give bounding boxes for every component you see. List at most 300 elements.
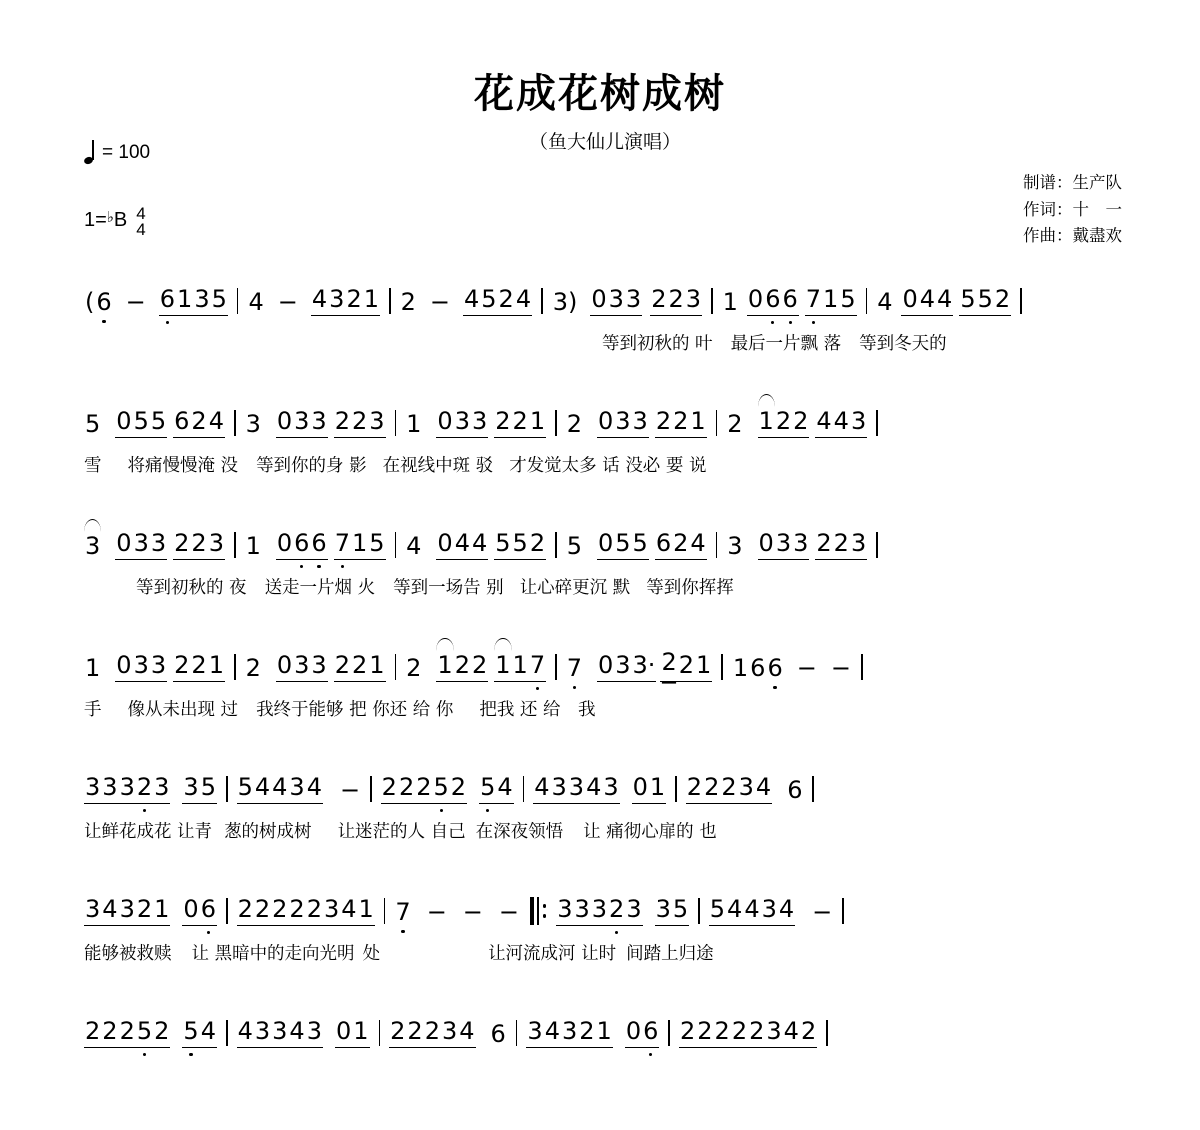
note: 2 (136, 895, 153, 926)
note: 2 (400, 288, 416, 316)
note: 4 (311, 285, 328, 316)
note: ( (85, 288, 95, 316)
tempo-marking (84, 142, 150, 164)
note: 5 (133, 407, 150, 438)
music-system (0, 520, 1200, 642)
note: 4 (254, 773, 271, 804)
note: 3 (84, 895, 101, 926)
note: 1 (695, 651, 712, 682)
lyric-syllable: 等到初秋的 叶 (602, 334, 713, 354)
note: 3 (328, 285, 345, 316)
note: 3 (323, 895, 340, 926)
note: 1 (363, 285, 380, 316)
note: 2 (720, 773, 737, 804)
note: − (277, 288, 298, 316)
note: 4 (544, 1017, 561, 1048)
time-signature (136, 206, 145, 237)
lyric-syllable: 让 黑暗中的走向光明 (191, 944, 355, 964)
note: 5 (182, 1017, 199, 1048)
note: 5 (977, 285, 994, 316)
lyric-syllable: 让河流成河 让时 (488, 944, 617, 964)
note: 2 (237, 895, 254, 926)
note: 2 (254, 895, 271, 926)
note: 3 (471, 407, 488, 438)
note: 2 (815, 529, 832, 560)
note: 5 (479, 773, 496, 804)
note: 5 (368, 529, 385, 560)
note: 1 (245, 532, 261, 560)
note: 6 (200, 895, 217, 926)
time-signature-top: 4 (136, 204, 146, 223)
note: 2 (101, 1017, 118, 1048)
note: 2 (271, 895, 288, 926)
note: 2 (494, 407, 511, 438)
note: 5 (494, 529, 511, 560)
lyric-syllable: 处 (362, 944, 381, 964)
note: 2 (578, 1017, 595, 1048)
note: 1 (208, 651, 225, 682)
note: 2 (173, 651, 190, 682)
note: 2 (608, 895, 625, 926)
note: 4 (200, 1017, 217, 1048)
note: 3 (193, 285, 210, 316)
barline (234, 532, 236, 558)
note: 3 (84, 532, 101, 560)
note: 5 (136, 1017, 153, 1048)
note: 1 (649, 773, 666, 804)
note: 3 (182, 773, 199, 804)
key-letter: B (113, 209, 128, 232)
lyrics-row (84, 574, 1116, 602)
note: 3 (625, 285, 642, 316)
note: 3 (288, 773, 305, 804)
note: 2 (512, 407, 529, 438)
note: 4 (833, 407, 850, 438)
note: 2 (650, 285, 667, 316)
note: 3 (271, 1017, 288, 1048)
credit-arranger: 制谱：生产队 (1023, 173, 1122, 192)
credits-block (1023, 170, 1122, 250)
barline (384, 898, 386, 924)
note: 2 (667, 285, 684, 316)
lyric-syllable: 让鲜花成花 让青 (84, 822, 213, 842)
notation-row (84, 764, 1116, 804)
note: 2 (398, 773, 415, 804)
note: 0 (590, 285, 607, 316)
page-title: 花成花树成树 (474, 71, 726, 117)
note: 3 (573, 895, 590, 926)
music-system (0, 1008, 1200, 1130)
note: 4 (783, 1017, 800, 1048)
note: 2 (288, 895, 305, 926)
note: − (339, 776, 361, 804)
note: 0 (758, 529, 775, 560)
note: 2 (406, 654, 422, 682)
note: − (462, 898, 483, 926)
lyric-syllable: 像从未出现 过 (127, 700, 239, 720)
notation-row (84, 886, 1116, 926)
note: 2 (454, 651, 471, 682)
note: 3 (761, 895, 778, 926)
note: 7 (566, 654, 582, 682)
music-system (0, 642, 1200, 764)
note: 3 (526, 1017, 543, 1048)
note: 4 (340, 895, 357, 926)
barline (234, 654, 236, 680)
note: 2 (345, 285, 362, 316)
note: 2 (679, 1017, 696, 1048)
note: 0 (625, 1017, 642, 1048)
barline (555, 410, 557, 436)
page-subtitle: （鱼大仙儿演唱） (528, 131, 681, 153)
note: 2 (173, 529, 190, 560)
note: 0 (436, 407, 453, 438)
barline (555, 532, 557, 558)
barline (234, 410, 236, 436)
lyrics-row (84, 940, 1116, 968)
note: 6 (293, 529, 310, 560)
lyric-syllable: 等到一场告 别 (393, 578, 504, 598)
note: 5 (709, 895, 726, 926)
note: 2 (686, 773, 703, 804)
note: 2 (833, 529, 850, 560)
note: 6 (655, 529, 672, 560)
lyric-syllable: 雪 (84, 456, 102, 476)
note: 0 (115, 651, 132, 682)
barline (226, 1020, 228, 1046)
note: − (426, 898, 447, 926)
note: 0 (182, 895, 199, 926)
notation-row (84, 1008, 1116, 1048)
note: − (125, 288, 146, 316)
barline (226, 898, 228, 924)
note: 3 (254, 1017, 271, 1048)
note: 2 (678, 651, 695, 682)
note: 4 (458, 1017, 475, 1048)
note: 4 (585, 773, 602, 804)
note: 0 (115, 529, 132, 560)
lyric-syllable: 间踏上归途 (626, 944, 714, 964)
note: 4 (726, 895, 743, 926)
note: 1 (358, 895, 375, 926)
note: 3 (591, 895, 608, 926)
note: 1 (822, 285, 839, 316)
note: 1 (85, 654, 101, 682)
note: 2 (714, 1017, 731, 1048)
note: 1 (722, 288, 738, 316)
note: 3 (153, 773, 170, 804)
note: 5 (433, 773, 450, 804)
lyric-syllable: 才发觉太多 话 没必 要 说 (509, 456, 707, 476)
note: 3· (632, 651, 657, 682)
note: 0 (597, 529, 614, 560)
note: 2 (529, 529, 546, 560)
barline (379, 1020, 381, 1046)
note: 2 (994, 285, 1011, 316)
note: 6 (642, 1017, 659, 1048)
credit-lyricist: 作词：十 一 (1023, 199, 1122, 219)
note: 3 (625, 895, 642, 926)
note: 4 (208, 407, 225, 438)
note: 2 (84, 1017, 101, 1048)
note: 4 (288, 1017, 305, 1048)
note: 4 (936, 285, 953, 316)
barline (668, 1020, 670, 1046)
note: 5 (237, 773, 254, 804)
barline (721, 654, 723, 680)
note: 1 (436, 651, 453, 682)
music-system (0, 886, 1200, 1008)
note: 0 (747, 285, 764, 316)
lyric-syllable: 等到冬天的 (859, 334, 947, 354)
note: 0 (115, 407, 132, 438)
note: 6 (173, 407, 190, 438)
lyric-syllable: 等到你的身 影 (256, 456, 367, 476)
note: 1 (153, 895, 170, 926)
note: 3 (568, 773, 585, 804)
note: 2 (655, 407, 672, 438)
note: 1 (758, 407, 775, 438)
note: 2 (381, 773, 398, 804)
note: 5 (614, 529, 631, 560)
note: 3 (608, 285, 625, 316)
barline (226, 776, 228, 802)
barline (842, 898, 844, 924)
note: 2 (672, 529, 689, 560)
note: 2 (424, 1017, 441, 1048)
note: 0 (276, 407, 293, 438)
note: 0 (436, 529, 453, 560)
note: 6 (96, 288, 112, 316)
note: 3 (551, 773, 568, 804)
note: 1 (529, 407, 546, 438)
note: 3 (614, 407, 631, 438)
note: 5 (480, 285, 497, 316)
note: 2 (334, 407, 351, 438)
lyric-syllable: 葱的树成树 (224, 822, 312, 842)
note: 6 (781, 285, 798, 316)
barline (716, 532, 718, 558)
note: 0 (597, 651, 614, 682)
note: 3 (556, 895, 573, 926)
note: 1 (596, 1017, 613, 1048)
barline (395, 654, 397, 680)
lyric-syllable: 手 (84, 700, 102, 720)
note: 3 (850, 407, 867, 438)
notation-row (84, 398, 1116, 438)
note: 4 (454, 529, 471, 560)
note: 3 (245, 410, 261, 438)
note: − (429, 288, 450, 316)
note: 2 (389, 1017, 406, 1048)
note: 0 (276, 651, 293, 682)
lyric-syllable: 能够被救赎 (84, 944, 172, 964)
notation-row (84, 520, 1116, 560)
barline (395, 410, 397, 436)
note: 3 (632, 407, 649, 438)
note: 2 (136, 773, 153, 804)
note: 4 (271, 773, 288, 804)
music-system (0, 764, 1200, 886)
flat-icon: ♭ (106, 208, 114, 226)
note: 2 (190, 651, 207, 682)
note: 4 (306, 773, 323, 804)
note: 7 (334, 529, 351, 560)
note: 0 (276, 529, 293, 560)
note: 1 (512, 651, 529, 682)
note: 3 (119, 895, 136, 926)
note: 2 (703, 773, 720, 804)
tie-slur (84, 519, 101, 532)
note: 7 (529, 651, 546, 682)
note: 2 (406, 1017, 423, 1048)
note: 6 (159, 285, 176, 316)
note: 3 (602, 773, 619, 804)
note: 5 (211, 285, 228, 316)
note: 0 (335, 1017, 352, 1048)
note: 1 (406, 410, 422, 438)
barline (523, 776, 525, 802)
note: 6 (490, 1020, 506, 1048)
note: 2 (775, 407, 792, 438)
note: − (830, 654, 851, 682)
note: 3) (552, 288, 578, 316)
note: 3 (775, 529, 792, 560)
note: 1 (352, 1017, 369, 1048)
credit-composer: 作曲：戴盡欢 (1023, 226, 1122, 246)
note: 1 (689, 407, 706, 438)
lyric-syllable: 让心碎更沉 默 (519, 578, 631, 598)
note: 7 (805, 285, 822, 316)
note: 2 (660, 648, 677, 682)
note: 3 (310, 651, 327, 682)
barline (698, 898, 700, 924)
note: 6 (764, 285, 781, 316)
music-staff (0, 276, 1200, 1130)
note: 5 (672, 895, 689, 926)
note: 3 (310, 407, 327, 438)
note: 3 (150, 529, 167, 560)
note: 3 (293, 407, 310, 438)
note: 4 (778, 895, 795, 926)
note: 2 (119, 1017, 136, 1048)
note: 2 (190, 529, 207, 560)
note: 2 (498, 285, 515, 316)
note: 2 (696, 1017, 713, 1048)
note: 4 (877, 288, 893, 316)
note: 4 (515, 285, 532, 316)
note: 3 (727, 532, 743, 560)
lyric-syllable: 把我 还 给 我 (479, 700, 596, 720)
note: 3 (454, 407, 471, 438)
note: 3 (133, 651, 150, 682)
note: 5 (85, 410, 101, 438)
note: 3 (792, 529, 809, 560)
note: 3 (441, 1017, 458, 1048)
barline (716, 410, 718, 436)
note: 1 (176, 285, 193, 316)
note: 2 (471, 651, 488, 682)
note: 1 (732, 654, 749, 682)
note: 5 (839, 285, 856, 316)
lyrics-row (84, 818, 1116, 846)
note: 2 (792, 407, 809, 438)
barline (711, 288, 713, 314)
lyric-syllable: 在深夜领悟 (475, 822, 564, 842)
lyric-syllable: 让迷茫的人 自己 (337, 822, 466, 842)
note: 3 (685, 285, 702, 316)
note: 2 (190, 407, 207, 438)
barline (555, 654, 557, 680)
barline (675, 776, 677, 802)
lyric-syllable: 让 痛彻心扉的 也 (583, 822, 717, 842)
key-signature (84, 204, 146, 239)
note: 3 (208, 529, 225, 560)
note: 2 (748, 1017, 765, 1048)
note: 6 (787, 776, 803, 804)
tempo-value: = 100 (102, 142, 151, 163)
note: 6 (310, 529, 327, 560)
note: 3 (655, 895, 672, 926)
note: 2 (415, 773, 432, 804)
note: 2 (245, 654, 261, 682)
note: 3 (150, 651, 167, 682)
note: 2 (351, 651, 368, 682)
note: 3 (614, 651, 631, 682)
barline (876, 532, 878, 558)
barline (237, 288, 239, 314)
note: 2 (727, 410, 743, 438)
notation-row (84, 642, 1116, 682)
barline (812, 776, 814, 802)
note: 1 (351, 529, 368, 560)
note: − (812, 898, 833, 926)
note: 3 (293, 651, 310, 682)
barline (876, 410, 878, 436)
note: 7 (395, 898, 411, 926)
note: 4 (496, 773, 513, 804)
note: 4 (237, 1017, 254, 1048)
note: 3 (133, 529, 150, 560)
note: 2 (334, 651, 351, 682)
note: 5 (566, 532, 582, 560)
key-prefix: 1= (84, 209, 107, 232)
note: 4 (815, 407, 832, 438)
note: 2 (566, 410, 582, 438)
note: 3 (368, 407, 385, 438)
barline (826, 1020, 828, 1046)
note: 3 (850, 529, 867, 560)
quarter-note-icon (84, 142, 96, 164)
note: 6 (767, 654, 783, 682)
notation-row (84, 276, 1116, 316)
note: 4 (689, 529, 706, 560)
note: 4 (471, 529, 488, 560)
note: 0 (597, 407, 614, 438)
note: 0 (632, 773, 649, 804)
lyrics-row (84, 330, 1116, 358)
barline (861, 654, 863, 680)
note: 4 (919, 285, 936, 316)
note: 3 (738, 773, 755, 804)
note: 4 (463, 285, 480, 316)
lyrics-row (84, 452, 1116, 480)
barline (866, 288, 868, 314)
lyric-syllable: 最后一片飘 落 (730, 334, 842, 354)
note: 2 (153, 1017, 170, 1048)
music-system (0, 398, 1200, 520)
note: 4 (101, 895, 118, 926)
